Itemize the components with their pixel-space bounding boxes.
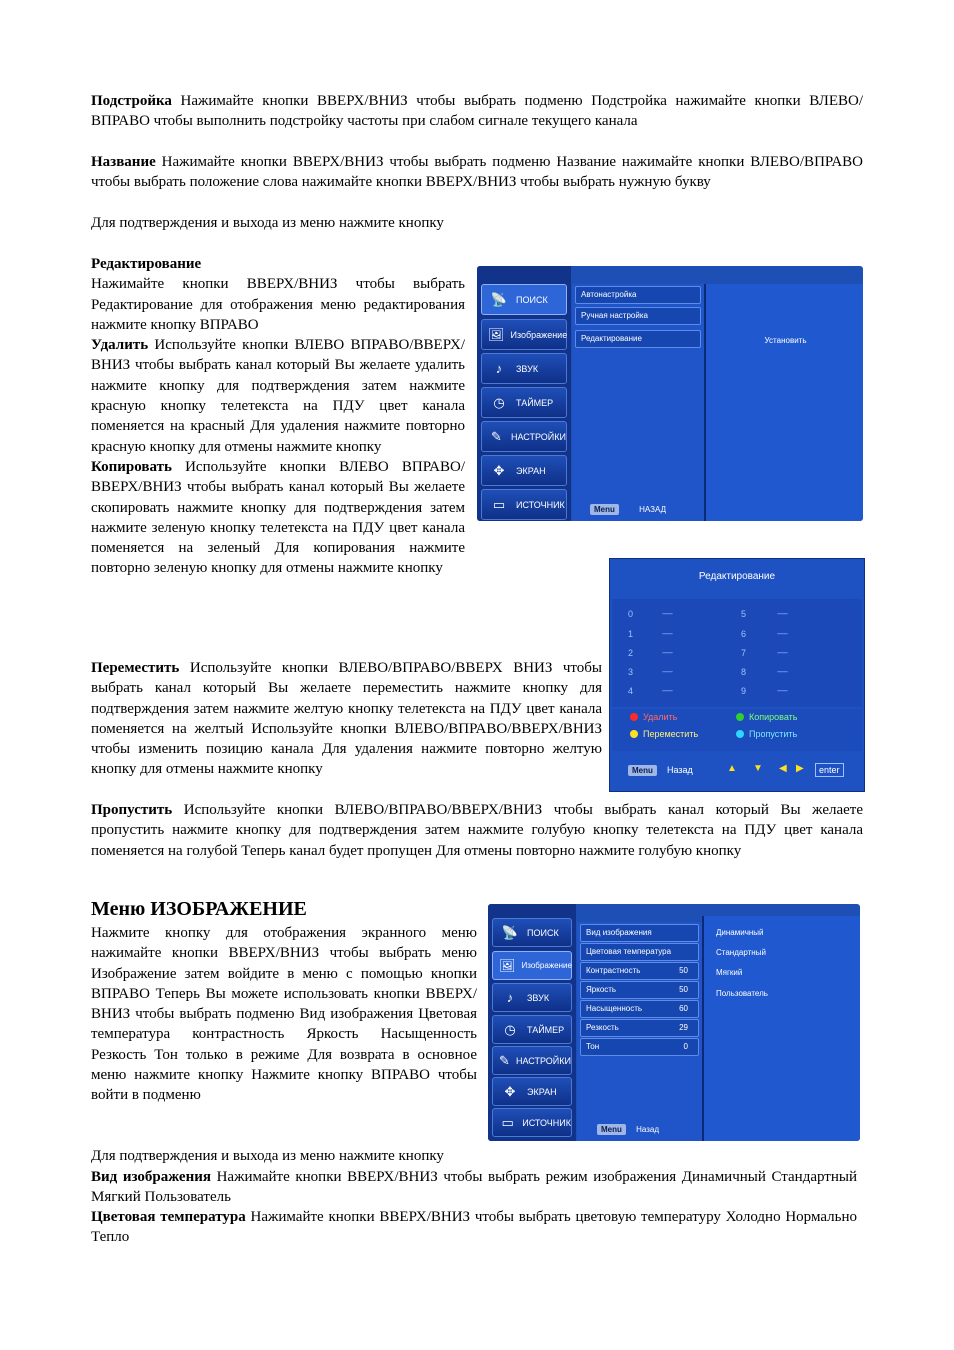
menu-item-screen[interactable]	[481, 455, 567, 486]
edit-section	[91, 254, 465, 579]
submenu-label: Цветовая температура	[586, 947, 672, 956]
view-mode-text: Нажимайте кнопки ВВЕРХ/ВНИЗ чтобы выбрать режим изображения Динамичный Стандартный Мягкий Пользователь	[91, 1169, 857, 1206]
skip-text: Используйте кнопки ВЛЕВО/ВПРАВО/ВВЕРХ/ВНИЗ чтобы выбрать канал который Вы желаете пропустить нажмите кнопку для подтверждения затем нажмите голубую кнопку телетекста на ПДУ цвет канала поменяется на голубой Теперь канал будет пропущен Для отмены повторно нажмите голубую кнопку	[91, 802, 863, 859]
menu-item-label: ИСТОЧНИК	[522, 1117, 571, 1128]
submenu-column	[572, 284, 704, 521]
term-copy: Копировать	[91, 458, 172, 475]
submenu-manual-tune[interactable]: Ручная настройка	[575, 307, 701, 325]
arrows-icon: ✥	[493, 462, 505, 478]
channel-number: 8	[741, 667, 747, 677]
sharpness-value: 29	[679, 1023, 688, 1032]
menu-item-settings[interactable]	[492, 1046, 572, 1075]
image-menu-text: Нажмите кнопку для отображения экранного меню нажимайте кнопки ВВЕРХ/ВНИЗ чтобы выбрать меню Изображение затем войдите в меню с помощью кнопки ВПРАВО Теперь Вы можете использовать кнопки ВВЕРХ/ВНИЗ чтобы выбрать подменю Вид изображения Цветовая температура контрастность Яркость Насыщенность Резкость Тон только в режиме Для возврата в основное меню нажмите кнопку Нажмите кнопку ВПРАВО чтобы войти в подменю	[91, 925, 477, 1104]
mode-user[interactable]: Пользователь	[716, 989, 768, 998]
channel-name: ------	[777, 686, 787, 695]
view-mode-para	[91, 1167, 857, 1208]
submenu-tint[interactable]	[580, 1038, 699, 1056]
menu-item-search[interactable]	[492, 918, 572, 947]
cyan-dot-icon	[736, 730, 744, 738]
legend-label: Пропустить	[749, 729, 798, 739]
para-podstroyka	[91, 91, 863, 132]
menu-item-label: Изображение	[521, 961, 572, 970]
enter-button[interactable]: enter	[815, 763, 844, 777]
edit-footer	[612, 759, 862, 789]
menu-item-sound[interactable]	[492, 983, 572, 1012]
menu-item-label: ИСТОЧНИК	[516, 499, 565, 510]
channel-name: ------	[662, 609, 672, 618]
legend-label: Копировать	[749, 712, 798, 722]
submenu-label: Насыщенность	[586, 1004, 643, 1013]
color-temp-text: Нажимайте кнопки ВВЕРХ/ВНИЗ чтобы выбрать цветовую температуру Холодно Нормально Тепло	[91, 1209, 857, 1246]
para-nazvanie	[91, 152, 863, 193]
main-menu-column	[488, 904, 576, 1141]
channel-number: 6	[741, 629, 747, 639]
tv-menu-image	[488, 904, 860, 1141]
legend-delete	[630, 712, 677, 722]
main-menu-column	[477, 266, 571, 521]
submenu-label: Резкость	[586, 1023, 619, 1032]
clock-icon: ◷	[493, 394, 505, 410]
menu-item-label: ЭКРАН	[527, 1086, 557, 1097]
submenu-label: Яркость	[586, 985, 617, 994]
para-podstroyka-text: Нажимайте кнопки ВВЕРХ/ВНИЗ чтобы выбрать подменю Подстройка нажимайте кнопки ВЛЕВО/ВПРАВО чтобы выполнить подстройку частоты при слабом сигнале текущего канала	[91, 93, 863, 130]
menu-button[interactable]: Menu	[628, 765, 657, 776]
legend-copy	[736, 712, 797, 722]
skip-section	[91, 800, 863, 861]
back-label: Назад	[667, 765, 693, 775]
tools-icon: ✎	[491, 428, 502, 444]
music-note-icon: ♪	[495, 361, 503, 376]
yellow-dot-icon	[630, 730, 638, 738]
menu-item-label: ПОИСК	[527, 927, 559, 938]
channel-name: ------	[777, 667, 787, 676]
submenu-sharpness[interactable]	[580, 1019, 699, 1037]
channel-grid	[612, 599, 862, 707]
menu-footer	[590, 504, 666, 515]
menu-item-image[interactable]	[492, 951, 572, 980]
term-view-mode: Вид изображения	[91, 1169, 211, 1185]
back-label: НАЗАД	[639, 505, 666, 514]
menu-item-label: Изображение	[510, 329, 568, 340]
menu-item-search[interactable]	[481, 284, 567, 315]
mode-dynamic[interactable]: Динамичный	[716, 928, 764, 937]
term-podstroyka: Подстройка	[91, 93, 172, 109]
menu-item-label: НАСТРОЙКИ	[516, 1055, 571, 1066]
menu-item-image[interactable]	[481, 319, 567, 350]
legend-move	[630, 729, 698, 739]
channel-number: 4	[628, 686, 634, 696]
channel-number: 3	[628, 667, 634, 677]
term-delete: Удалить	[91, 337, 149, 354]
image-confirm-text: Для подтверждения и выхода из меню нажмите кнопку	[91, 1148, 444, 1164]
menu-item-label: ТАЙМЕР	[527, 1024, 565, 1035]
edit-channel-panel	[609, 558, 865, 792]
menu-item-source[interactable]	[492, 1108, 572, 1137]
right-panel	[702, 916, 860, 1141]
menu-item-label: ЗВУК	[516, 363, 539, 374]
submenu-picture-mode[interactable]	[580, 924, 699, 942]
channel-name: ------	[662, 629, 672, 638]
tv-menu-search	[477, 266, 863, 521]
delete-text: Используйте кнопки ВЛЕВО ВПРАВО/ВВЕРХ/ВНИЗ чтобы выбрать канал который Вы желаете удалить нажмите кнопку для подтверждения затем нажмите красную кнопку телетекста на ПДУ цвет канала поменяется на красный Для удаления нажмите повторно красную кнопку для отмены нажмите кнопку	[91, 337, 465, 455]
menu-button[interactable]: Menu	[590, 504, 619, 515]
music-note-icon: ♪	[506, 990, 514, 1005]
tools-icon: ✎	[499, 1052, 510, 1068]
section-title: Меню ИЗОБРАЖЕНИЕ	[91, 898, 307, 920]
channel-number: 0	[628, 609, 634, 619]
menu-item-screen[interactable]	[492, 1077, 572, 1106]
edit-heading: Редактирование	[91, 256, 202, 272]
submenu-label: Контрастность	[586, 966, 641, 975]
menu-item-sound[interactable]	[481, 353, 567, 384]
menu-item-label: ПОИСК	[516, 294, 548, 305]
confirm-text: Для подтверждения и выхода из меню нажмите кнопку	[91, 215, 444, 231]
arrow-right-icon: ▶	[796, 763, 804, 774]
arrow-up-icon: ▲	[727, 763, 737, 774]
submenu-edit[interactable]: Редактирование	[575, 330, 701, 348]
copy-text: Используйте кнопки ВЛЕВО ВПРАВО/ВВЕРХ/ВНИЗ чтобы выбрать канал который Вы желаете скопировать нажмите кнопку для подтверждения затем нажмите зеленую кнопку телетекста на ПДУ цвет канала поменяется на зеленый Для копирования нажмите повторно зеленую кнопку для отмены нажмите кнопку	[91, 458, 465, 577]
menu-item-label: ТАЙМЕР	[516, 397, 554, 408]
channel-number: 9	[741, 686, 747, 696]
arrow-down-icon: ▼	[753, 763, 763, 774]
move-section	[91, 658, 602, 780]
channel-name: ------	[662, 648, 672, 657]
submenu-color-temp[interactable]	[580, 943, 699, 961]
satellite-icon: 📡	[490, 291, 508, 307]
tv-icon: ▭	[501, 1114, 514, 1130]
menu-item-label: НАСТРОЙКИ	[511, 431, 566, 442]
mode-standard[interactable]: Стандартный	[716, 948, 766, 957]
submenu-autotune[interactable]: Автонастройка	[575, 286, 701, 304]
legend-skip	[736, 729, 797, 739]
channel-number: 5	[741, 609, 747, 619]
menu-item-label: ЭКРАН	[516, 465, 546, 476]
channel-number: 2	[628, 648, 634, 658]
submenu-contrast[interactable]	[580, 962, 699, 980]
submenu-label: Вид изображения	[586, 928, 652, 937]
submenu-brightness[interactable]	[580, 981, 699, 999]
color-temp-para	[91, 1207, 857, 1248]
para-nazvanie-text: Нажимайте кнопки ВВЕРХ/ВНИЗ чтобы выбрать подменю Название нажимайте кнопки ВЛЕВО/ВПРАВО чтобы выбрать положение слова нажимайте кнопки ВВЕРХ/ВНИЗ чтобы выбрать нужную букву	[91, 154, 863, 191]
right-panel	[704, 284, 863, 521]
channel-number: 1	[628, 629, 634, 639]
menu-item-timer[interactable]	[492, 1015, 572, 1044]
saturation-value: 60	[679, 1004, 688, 1013]
channel-name: ------	[662, 686, 672, 695]
edit-text: Нажимайте кнопки ВВЕРХ/ВНИЗ чтобы выбрать Редактирование для отображения меню редактирования нажмите кнопку ВПРАВО	[91, 276, 465, 333]
clock-icon: ◷	[504, 1021, 516, 1037]
arrow-left-icon: ◀	[779, 763, 787, 774]
submenu-column	[577, 922, 702, 1141]
menu-item-timer[interactable]	[481, 387, 567, 418]
color-legend	[612, 709, 862, 751]
move-text: Используйте кнопки ВЛЕВО/ВПРАВО/ВВЕРХ ВНИЗ чтобы выбрать канал который Вы желаете переместить нажмите кнопку для подтверждения затем нажмите желтую кнопку телетекста на ПДУ цвет канала поменяется на желтый Используйте кнопки ВЛЕВО/ВПРАВО/ВВЕРХ/ВНИЗ чтобы изменить позицию канала Для удаления нажмите повторно желтую кнопку для отмены нажмите кнопку	[91, 660, 602, 778]
term-color-temp: Цветовая температура	[91, 1209, 246, 1225]
channel-name: ------	[662, 667, 672, 676]
legend-label: Переместить	[643, 729, 699, 739]
satellite-icon: 📡	[501, 924, 519, 940]
green-dot-icon	[736, 713, 744, 721]
mode-soft[interactable]: Мягкий	[716, 968, 743, 977]
tint-value: 0	[683, 1042, 688, 1051]
channel-name: ------	[777, 609, 787, 618]
picture-icon: 🖼	[488, 326, 505, 342]
menu-item-settings[interactable]	[481, 421, 567, 452]
channel-name: ------	[777, 629, 787, 638]
menu-item-label: ЗВУК	[527, 992, 550, 1003]
tv-icon: ▭	[492, 496, 506, 512]
term-nazvanie: Название	[91, 154, 156, 170]
channel-name: ------	[777, 648, 787, 657]
menu-button[interactable]: Menu	[597, 1124, 626, 1135]
submenu-saturation[interactable]	[580, 1000, 699, 1018]
back-label: Назад	[636, 1125, 660, 1134]
edit-panel-title: Редактирование	[698, 571, 776, 582]
submenu-label: Тон	[586, 1042, 600, 1051]
menu-footer	[597, 1124, 659, 1135]
brightness-value: 50	[679, 985, 688, 994]
install-label[interactable]: Установить	[764, 336, 807, 345]
contrast-value: 50	[679, 966, 688, 975]
arrows-icon: ✥	[504, 1083, 516, 1099]
menu-item-source[interactable]	[481, 489, 567, 520]
red-dot-icon	[630, 713, 638, 721]
channel-number: 7	[741, 648, 747, 658]
term-move: Переместить	[91, 660, 180, 676]
picture-icon: 🖼	[499, 957, 516, 973]
term-skip: Пропустить	[91, 802, 173, 818]
legend-label: Удалить	[643, 712, 678, 722]
